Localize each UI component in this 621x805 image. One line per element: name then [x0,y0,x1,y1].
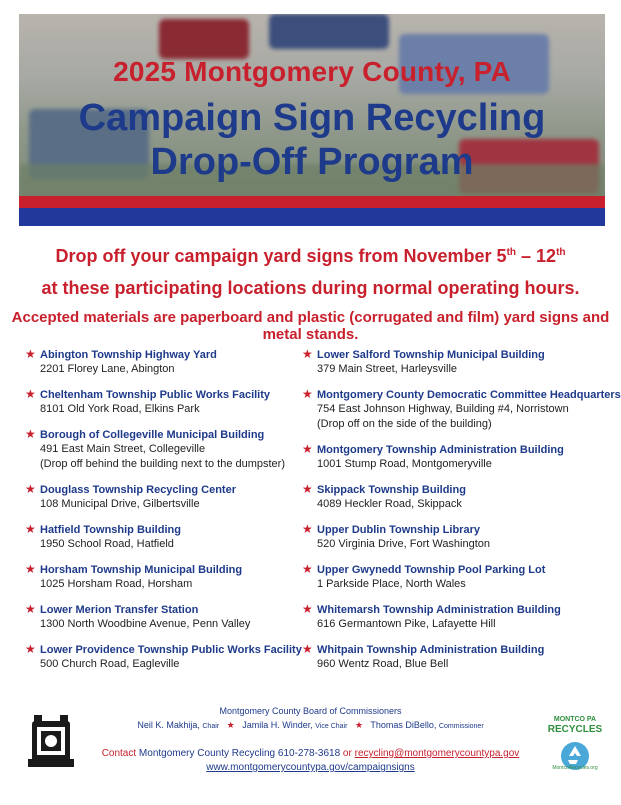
commissioner-name: Neil K. Makhija, [137,720,200,730]
location-item [25,603,315,643]
location-address: 616 Germantown Pike, Lafayette Hill [317,618,496,630]
location-name: Borough of Collegeville Municipal Building [40,429,265,441]
location-address: 379 Main Street, Harleysville [317,363,458,375]
location-address: 2201 Florey Lane, Abington [40,363,175,375]
email-link[interactable]: recycling@montgomerycountypa.gov [354,748,520,759]
star-icon: ★ [302,602,313,616]
headline-dates [0,246,621,267]
location-address: 1300 North Woodbine Avenue, Penn Valley [40,618,251,630]
location-address: 4089 Heckler Road, Skippack [317,498,462,510]
location-address: 960 Wentz Road, Blue Bell [317,658,449,670]
location-note: (Drop off behind the building next to the dumpster) [40,458,286,470]
location-item [302,603,592,643]
location-address: 1001 Stump Road, Montgomeryville [317,458,492,470]
location-name: Horsham Township Municipal Building [40,564,243,576]
location-address: 1950 School Road, Hatfield [40,538,174,550]
location-item [302,483,592,523]
locations-left-column [25,348,315,683]
sign-blot [269,14,389,49]
banner-title-program [19,96,605,184]
location-address: 491 East Main Street, Collegeville [40,443,206,455]
headline-materials: Accepted materials are paperboard and plastic (corrugated and film) yard signs and metal stands. [11,309,610,343]
star-icon: ★ [25,482,36,496]
star-icon: ★ [354,720,364,730]
star-icon: ★ [302,347,313,361]
star-icon: ★ [25,602,36,616]
location-item [25,483,315,523]
location-name: Lower Providence Township Public Works Facility [40,644,302,656]
headline-hours: at these participating locations during normal operating hours. [41,278,580,298]
star-icon: ★ [302,482,313,496]
location-name: Montgomery Township Administration Building [317,444,564,456]
location-name: Douglass Township Recycling Center [40,484,236,496]
location-item [302,643,592,683]
star-icon: ★ [226,720,235,730]
location-name: Upper Gwynedd Township Pool Parking Lot [317,564,546,576]
commissioner-role: Chair [202,723,220,730]
star-icon: ★ [25,642,36,656]
header-banner [19,14,605,196]
footer-board-title: Montgomery County Board of Commissioners [219,706,402,716]
location-item [302,387,621,443]
location-name: Lower Merion Transfer Station [40,604,199,616]
recycle-logo-main: RECYCLES [547,724,603,735]
location-name: Upper Dublin Township Library [317,524,480,536]
contact-label: Contact [101,748,137,759]
star-icon: ★ [25,562,36,576]
location-item [25,643,315,683]
location-item [25,563,315,603]
red-stripe [19,196,605,208]
location-item [25,523,315,563]
locations-right-column [302,347,621,683]
star-icon: ★ [25,387,36,401]
location-name: Montgomery County Democratic Committee Headquarters [317,389,621,401]
sup-th: th [556,247,566,258]
star-icon: ★ [302,642,313,656]
location-item [302,523,592,563]
location-address: 520 Virginia Drive, Fort Washington [317,538,491,550]
star-icon: ★ [302,442,313,456]
location-address: 500 Church Road, Eagleville [40,658,180,670]
commissioner-name: Jamila H. Winder, [242,720,313,730]
location-address: 1 Parkside Place, North Wales [317,578,466,590]
sup-th: th [506,247,517,258]
banner-title-line2: Campaign Sign Recycling [78,97,546,139]
contact-or: or [340,748,355,759]
footer-commissioners [0,720,621,731]
commissioner-role: Commissioner [438,723,484,730]
sign-blot [159,19,249,59]
commissioner-role: Vice Chair [315,723,348,730]
location-item [25,348,315,388]
location-item [25,428,315,483]
headline-dates-mid: – 12 [516,246,557,266]
star-icon: ★ [25,522,36,536]
star-icon: ★ [25,427,36,441]
location-address: 8101 Old York Road, Elkins Park [40,403,200,415]
location-name: Whitemarsh Township Administration Building [317,604,561,616]
footer-contact [0,748,621,759]
location-address: 754 East Johnson Highway, Building #4, Norristown [317,403,569,415]
location-name: Whitpain Township Administration Building [317,644,545,656]
location-name: Skippack Township Building [317,484,466,496]
website-link[interactable]: www.montgomerycountypa.gov/campaignsigns [206,762,415,773]
location-name: Abington Township Highway Yard [40,349,217,361]
location-name: Lower Salford Township Municipal Building [317,349,545,361]
banner-title-line3: Drop-Off Program [150,141,474,183]
star-icon: ★ [302,387,313,401]
contact-text: Montgomery County Recycling 610-278-3618 [136,748,341,759]
location-note: (Drop off on the side of the building) [317,418,492,430]
location-item [302,563,592,603]
star-icon: ★ [302,562,313,576]
location-item [25,388,315,428]
location-name: Hatfield Township Building [40,524,181,536]
location-item [302,348,592,388]
headline-dates-pre: Drop off your campaign yard signs from November 5 [55,246,507,266]
blue-stripe [19,208,605,226]
recycle-logo-top: MONTCO PA [553,716,597,723]
location-address: 108 Municipal Drive, Gilbertsville [40,498,200,510]
location-address: 1025 Horsham Road, Horsham [40,578,193,590]
star-icon: ★ [25,347,36,361]
recycle-logo-url: MontcoRecycles.org [552,765,598,771]
star-icon: ★ [302,522,313,536]
banner-title-year: 2025 Montgomery County, PA [113,56,511,87]
commissioner-name: Thomas DiBello, [370,720,437,730]
location-item [302,443,592,483]
location-name: Cheltenham Township Public Works Facility [40,389,271,401]
